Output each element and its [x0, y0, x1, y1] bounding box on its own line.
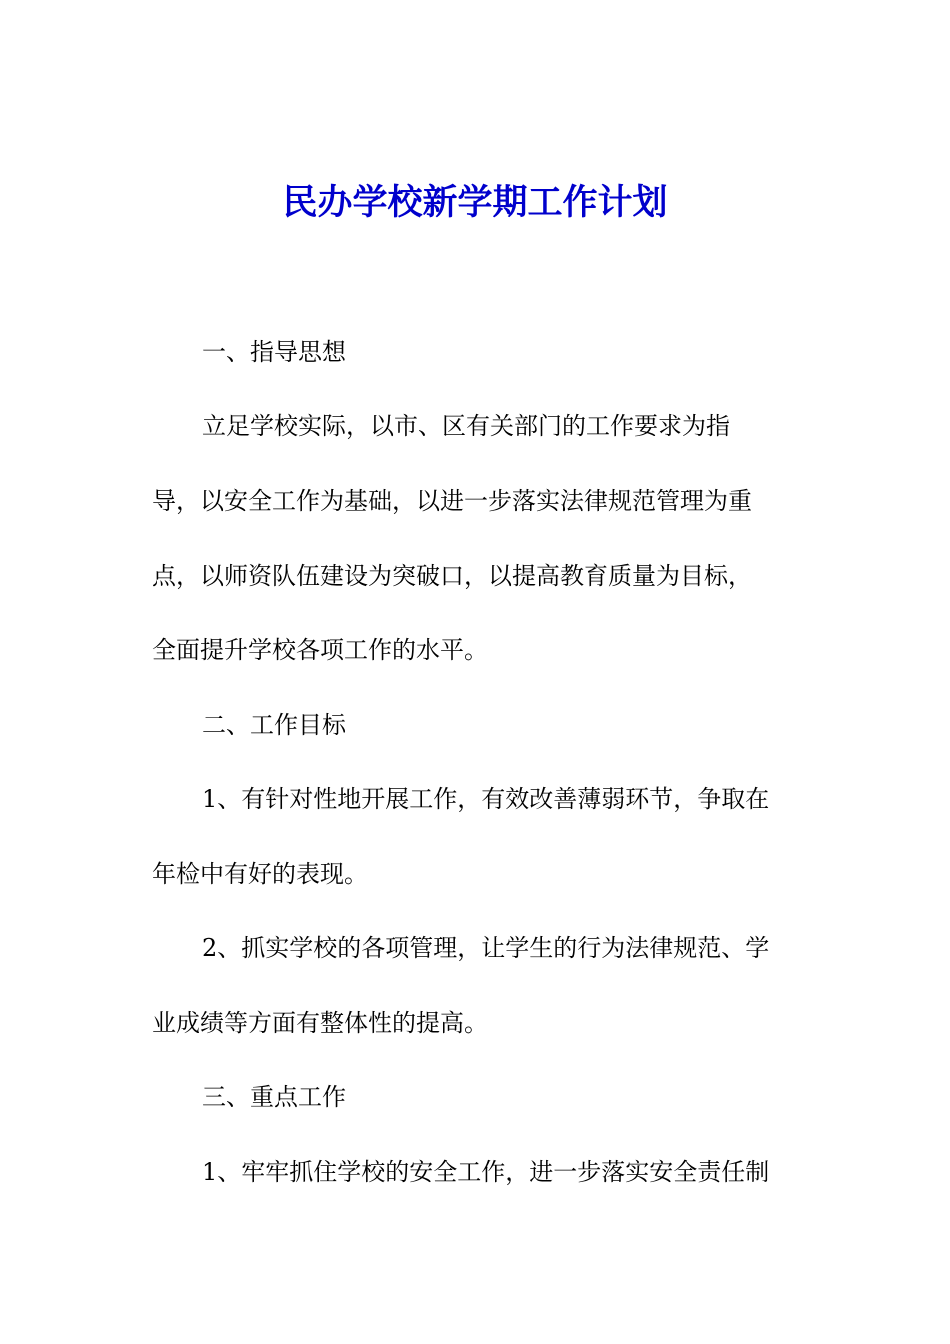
section-heading-key-work: 三、重点工作: [202, 1083, 346, 1111]
paragraph-line: 1、牢牢抓住学校的安全工作，进一步落实安全责任制: [202, 1158, 770, 1186]
paragraph-line: 立足学校实际，以市、区有关部门的工作要求为指: [202, 412, 730, 440]
section-heading-work-goals: 二、工作目标: [202, 711, 346, 739]
document-title: 民办学校新学期工作计划: [282, 182, 668, 223]
paragraph-line: 年检中有好的表现。: [152, 860, 368, 888]
section-heading-guiding-ideology: 一、指导思想: [202, 338, 346, 366]
paragraph-line: 1、有针对性地开展工作，有效改善薄弱环节，争取在: [202, 785, 770, 813]
paragraph-line: 点，以师资队伍建设为突破口，以提高教育质量为目标，: [152, 562, 752, 590]
paragraph-line: 导，以安全工作为基础，以进一步落实法律规范管理为重: [152, 487, 752, 515]
paragraph-line: 业成绩等方面有整体性的提高。: [152, 1009, 488, 1037]
paragraph-line: 全面提升学校各项工作的水平。: [152, 636, 488, 664]
paragraph-line: 2、抓实学校的各项管理，让学生的行为法律规范、学: [202, 934, 770, 962]
